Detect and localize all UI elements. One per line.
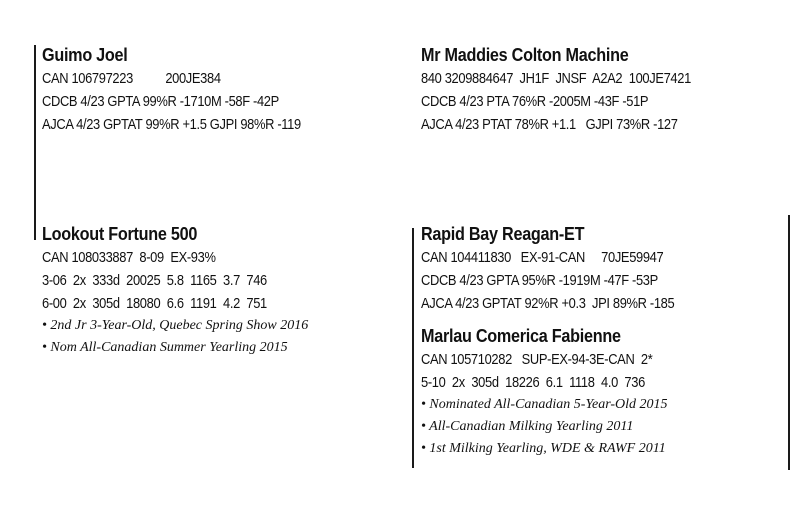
- award-note: • 1st Milking Yearling, WDE & RAWF 2011: [421, 441, 666, 456]
- registration-line: CAN 108033887 8-09 EX-93%: [42, 249, 216, 266]
- animal-name: Lookout Fortune 500: [42, 224, 198, 244]
- award-note: • Nom All-Canadian Summer Yearling 2015: [42, 340, 288, 355]
- right-edge-rule: [788, 215, 790, 470]
- animal-marlau-comerica: [421, 325, 690, 460]
- award-note: • Nominated All-Canadian 5-Year-Old 2015: [421, 397, 668, 412]
- animal-name: Rapid Bay Reagan-ET: [421, 224, 585, 244]
- award-note: • All-Canadian Milking Yearling 2011: [421, 419, 634, 434]
- registration-line: 840 3209884647 JH1F JNSF A2A2 100JE7421: [421, 70, 691, 87]
- animal-name: Mr Maddies Colton Machine: [421, 45, 629, 65]
- registration-line: CAN 106797223 200JE384: [42, 70, 221, 87]
- animal-name: Marlau Comerica Fabienne: [421, 326, 621, 346]
- ajca-line: AJCA 4/23 GPTAT 92%R +0.3 JPI 89%R -185: [421, 295, 675, 312]
- record-line: 5-10 2x 305d 18226 6.1 1118 4.0 736: [421, 374, 645, 391]
- registration-line: CAN 104411830 EX-91-CAN 70JE59947: [421, 249, 664, 266]
- award-note: • 2nd Jr 3-Year-Old, Quebec Spring Show 2016: [42, 318, 309, 333]
- cdcb-line: CDCB 4/23 PTA 76%R -2005M -43F -51P: [421, 93, 649, 110]
- registration-line: CAN 105710282 SUP-EX-94-3E-CAN 2*: [421, 351, 653, 368]
- animal-mr-maddies: [421, 44, 735, 136]
- animal-lookout-fortune: [42, 223, 308, 359]
- record-line: 3-06 2x 333d 20025 5.8 1165 3.7 746: [42, 272, 267, 289]
- animal-rapid-bay-reagan: [421, 223, 716, 315]
- cdcb-line: CDCB 4/23 GPTA 95%R -1919M -47F -53P: [421, 272, 658, 289]
- animal-name: Guimo Joel: [42, 45, 128, 65]
- record-line: 6-00 2x 305d 18080 6.6 1191 4.2 751: [42, 295, 267, 312]
- cdcb-line: CDCB 4/23 GPTA 99%R -1710M -58F -42P: [42, 93, 279, 110]
- ajca-line: AJCA 4/23 GPTAT 99%R +1.5 GJPI 98%R -119: [42, 116, 301, 133]
- mid-vertical-rule: [412, 228, 414, 468]
- animal-guimo-joel: [42, 44, 343, 136]
- ajca-line: AJCA 4/23 PTAT 78%R +1.1 GJPI 73%R -127: [421, 116, 678, 133]
- left-vertical-rule: [34, 45, 36, 240]
